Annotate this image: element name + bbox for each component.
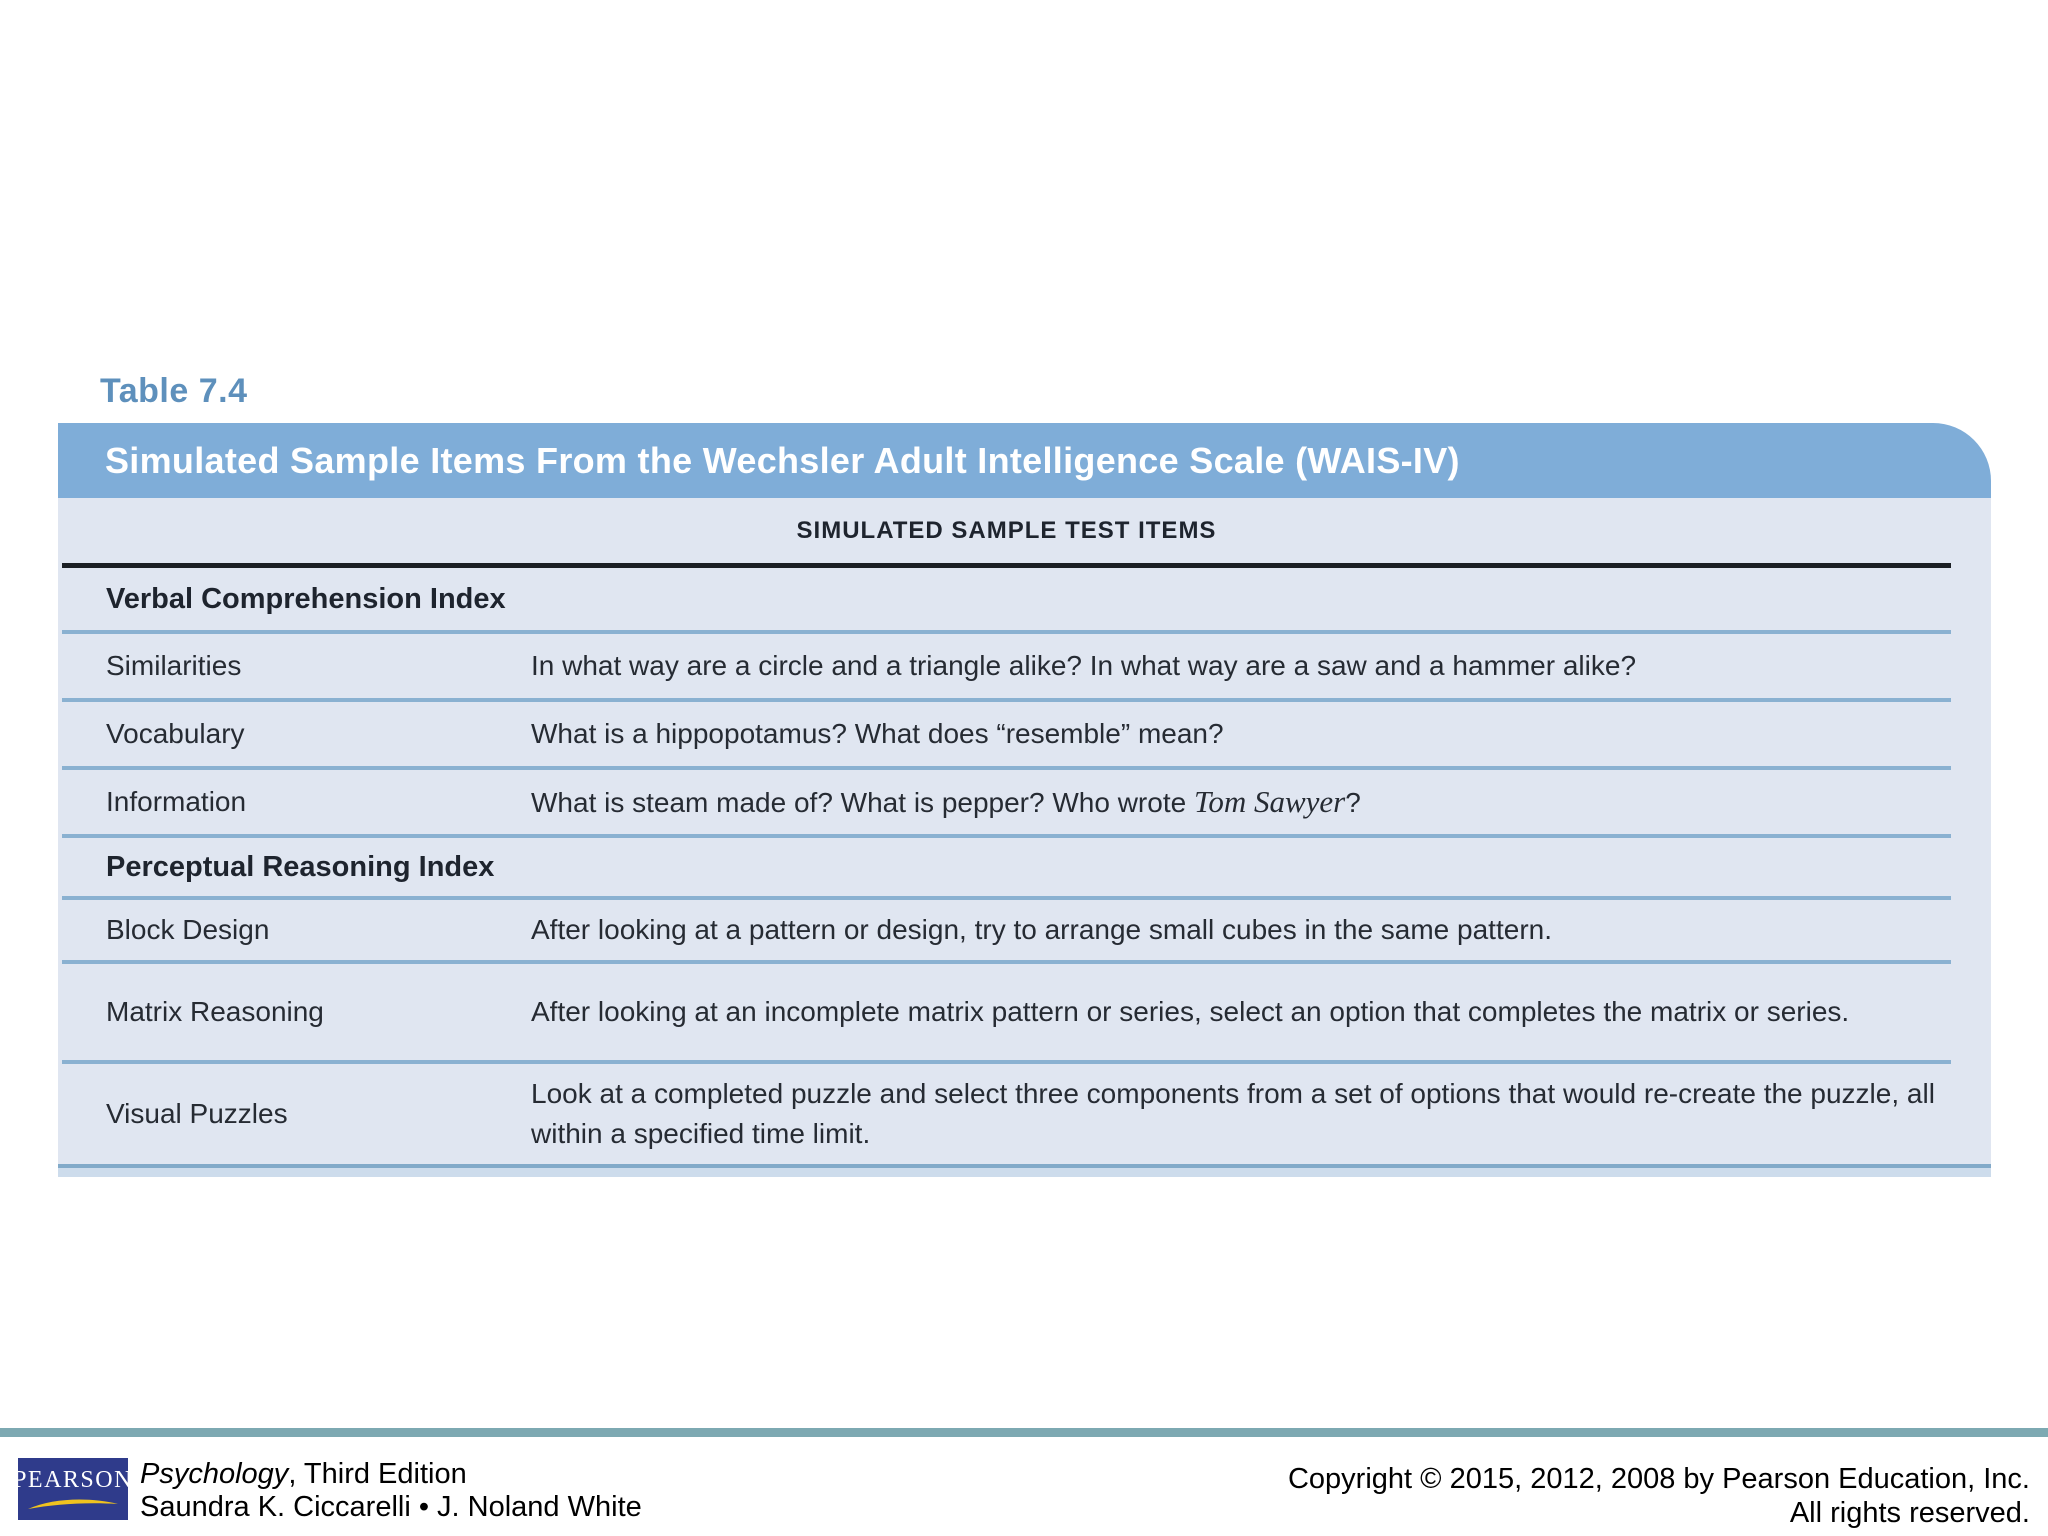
copyright-line-1: Copyright © 2015, 2012, 2008 by Pearson Education, Inc. [1287,1463,2030,1495]
book-title-tom-sawyer: Tom Sawyer [1193,783,1346,819]
book-info [140,1458,642,1524]
table-title-bar [58,423,1991,498]
table-row [62,960,1951,1060]
row-label: Similarities [106,650,242,681]
pearson-logo-text: PEARSON [13,1467,133,1493]
table-section-row [62,834,1951,896]
column-header-row [62,498,1951,568]
section-label: Verbal Comprehension Index [106,582,506,615]
row-text: What is a hippopotamus? What does “resemble” mean? [531,718,1224,749]
table-bottom-edge [58,1164,1991,1177]
authors-line: Saundra K. Ciccarelli • J. Noland White [140,1491,642,1523]
row-label: Information [106,786,247,817]
table-section-row [62,568,1951,630]
table-row [62,896,1951,960]
row-text: After looking at an incomplete matrix pattern or series, select an option that completes the matrix or series. [531,996,1850,1027]
pearson-logo [13,1458,133,1520]
book-edition: , Third Edition [288,1458,467,1490]
column-header: SIMULATED SAMPLE TEST ITEMS [796,516,1217,544]
footer-divider-rule [0,1428,2048,1437]
table-row [62,766,1951,834]
row-label: Block Design [106,914,270,945]
row-text [531,772,1951,833]
table-row [62,630,1951,698]
row-text-part: ? [1345,786,1361,818]
copyright-notice [1288,1462,2030,1530]
book-title-line [140,1458,642,1491]
row-text: After looking at a pattern or design, try to arrange small cubes in the same pattern. [531,914,1552,945]
row-label: Vocabulary [106,718,245,749]
book-title: Psychology [140,1458,289,1490]
table-body [58,498,1991,1164]
table-title: Simulated Sample Items From the Wechsler Adult Intelligence Scale (WAIS-IV) [105,439,1460,481]
row-text: In what way are a circle and a triangle alike? In what way are a saw and a hammer alike? [531,650,1637,681]
row-label: Visual Puzzles [106,1098,288,1129]
row-label: Matrix Reasoning [106,996,324,1027]
pearson-swoosh-icon [25,1495,121,1511]
section-label: Perceptual Reasoning Index [106,850,495,883]
table-number-label: Table 7.4 [100,372,248,410]
table-row [62,698,1951,766]
table-row [62,1060,1951,1164]
row-text: Look at a completed puzzle and select three components from a set of options that would re-create the puzzle, all within a specified time limit. [531,1078,1935,1149]
table-card [58,423,1991,1177]
row-text-part: What is steam made of? What is pepper? Who wrote [531,786,1194,818]
copyright-line-2: All rights reserved. [1789,1497,2030,1529]
